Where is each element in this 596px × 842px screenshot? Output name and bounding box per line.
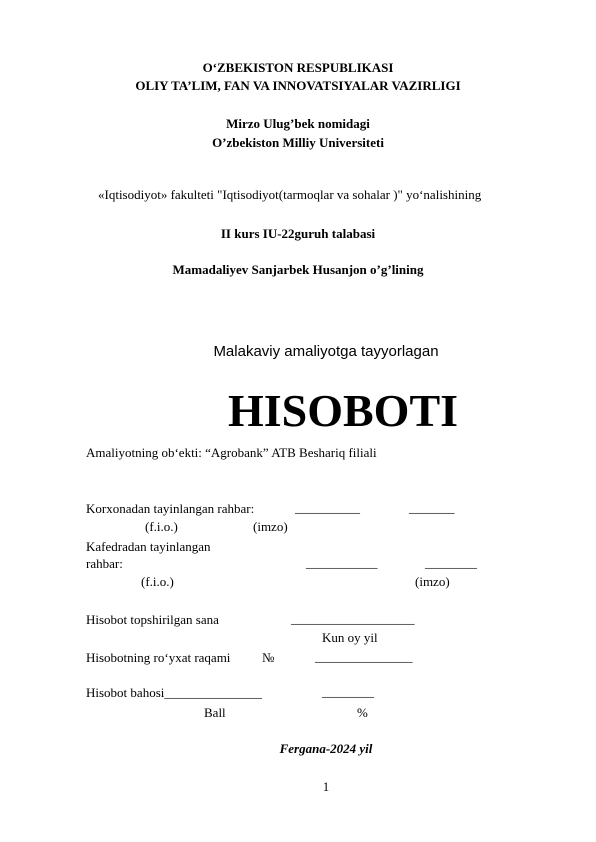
org-leader-name-line: __________ <box>295 500 360 515</box>
submit-date-hint: Kun oy yil <box>322 630 378 645</box>
ministry-header-line2: OLIY TA’LIM, FAN VA INNOVATSIYALAR VAZIRLIGI <box>135 78 461 93</box>
dept-leader-name-line: ___________ <box>306 555 378 570</box>
report-title: HISOBOTI <box>227 385 459 436</box>
reg-number-symbol: № <box>262 650 275 665</box>
dept-leader-sign-line: ________ <box>425 555 477 570</box>
footer-city-year: Fergana-2024 yil <box>279 741 373 756</box>
submit-date-line: ___________________ <box>291 611 415 626</box>
grade-percent-hint: % <box>357 705 368 720</box>
student-name: Mamadaliyev Sanjarbek Husanjon o’g’lining <box>172 262 424 277</box>
course-group-line: II kurs IU-22guruh talabasi <box>220 226 376 241</box>
reg-number-label: Hisobotning ro‘yxat raqami <box>86 650 231 665</box>
dept-leader-imzo: (imzo) <box>415 574 450 589</box>
page-number: 1 <box>322 780 330 794</box>
report-subtitle: Malakaviy amaliyotga tayyorlagan <box>213 343 439 360</box>
faculty-line: «Iqtisodiyot» fakulteti "Iqtisodiyot(tarmoqlar va sohalar )" yo‘nalishining <box>98 187 482 202</box>
grade-percent-line: ________ <box>322 684 374 699</box>
grade-ball-hint: Ball <box>204 705 226 720</box>
grade-label: Hisobot bahosi_______________ <box>86 685 262 700</box>
university-line1: Mirzo Ulug’bek nomidagi <box>226 116 370 131</box>
university-line2: O’zbekiston Milliy Universiteti <box>212 135 384 150</box>
org-leader-sign-line: _______ <box>409 500 455 515</box>
org-leader-fio: (f.i.o.) <box>145 519 178 534</box>
submit-date-label: Hisobot topshirilgan sana <box>86 612 219 627</box>
org-leader-label: Korxonadan tayinlangan rahbar: <box>86 501 255 516</box>
org-leader-imzo: (imzo) <box>253 519 288 534</box>
dept-leader-label2: rahbar: <box>86 556 123 571</box>
reg-number-line: _______________ <box>315 649 413 664</box>
ministry-header-line1: O‘ZBEKISTON RESPUBLIKASI <box>202 60 394 75</box>
dept-leader-fio: (f.i.o.) <box>141 574 174 589</box>
practice-object: Amaliyotning ob‘ekti: “Agrobank” ATB Beshariq filiali <box>86 445 377 460</box>
dept-leader-label1: Kafedradan tayinlangan <box>86 539 211 554</box>
